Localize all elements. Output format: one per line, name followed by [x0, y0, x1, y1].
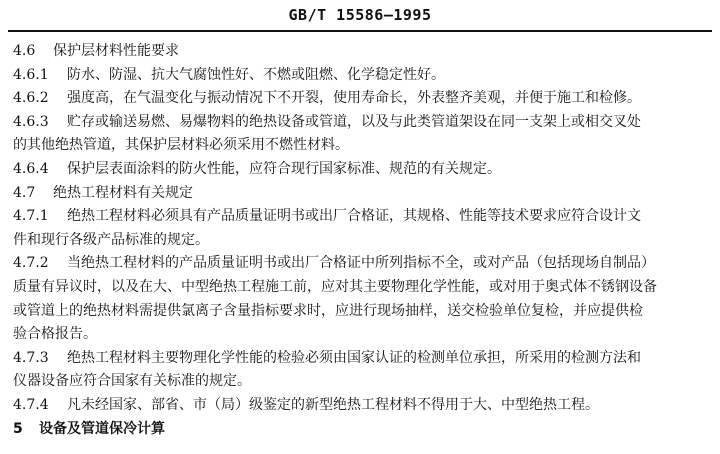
clause-4-7-2 [13, 252, 710, 276]
clause-4-6-1 [13, 64, 710, 88]
clause-text: 凡未经国家、部省、市（局）级鉴定的新型绝热工程材料不得用于大、中型绝热工程。 [67, 396, 599, 413]
clause-4-7-1-cont [13, 229, 710, 253]
clause-number: 4.6.3 [13, 113, 49, 130]
clause-number: 4.6.2 [13, 90, 49, 107]
clause-4-7-3-cont [13, 370, 710, 394]
clause-4-6-2 [13, 87, 710, 111]
clause-number: 4.6 [13, 43, 36, 59]
clause-4-7-4 [13, 394, 710, 418]
clause-text: 验合格报告。 [13, 326, 97, 343]
section-5-heading [13, 418, 710, 442]
header-rule [8, 30, 712, 32]
clause-text: 保护层表面涂料的防火性能，应符合现行国家标准、规范的有关规定。 [67, 160, 501, 177]
clause-number: 4.7.2 [13, 255, 49, 272]
clause-4-6-3 [13, 111, 710, 135]
section-number: 5 [13, 420, 23, 437]
clause-number: 4.6.4 [13, 160, 49, 177]
clause-text: 仪器设备应符合国家有关标准的规定。 [13, 373, 251, 390]
clause-text: 质量有异议时，以及在大、中型绝热工程施工前，应对其主要物理化学性能，或对用于奥式体不锈钢设备 [13, 278, 657, 295]
clause-number: 4.7.3 [13, 349, 49, 366]
clause-4-6-4 [13, 158, 710, 182]
section-title: 设备及管道保冷计算 [39, 420, 165, 437]
clause-text: 强度高，在气温变化与振动情况下不开裂，使用寿命长，外表整齐美观，并便于施工和检修。 [67, 90, 641, 107]
clause-4-7-1 [13, 205, 710, 229]
clause-4-7-2-cont [13, 323, 710, 347]
clause-text: 绝热工程材料主要物理化学性能的检验必须由国家认证的检测单位承担，所采用的检测方法和 [67, 349, 641, 366]
clause-4-6-3-cont [13, 134, 710, 158]
clause-text: 防水、防湿、抗大气腐蚀性好、不燃或阻燃、化学稳定性好。 [67, 66, 445, 83]
page-header: GB/T 15586—1995 [288, 6, 432, 24]
clause-text: 绝热工程材料必须具有产品质量证明书或出厂合格证，其规格、性能等技术要求应符合设计文 [67, 208, 641, 225]
clause-number: 4.6.1 [13, 66, 49, 83]
document-body [13, 40, 710, 441]
clause-4-7-3 [13, 347, 710, 371]
clause-text: 绝热工程材料有关规定 [53, 184, 193, 201]
clause-4-7-2-cont [13, 300, 710, 324]
clause-number: 4.7.1 [13, 208, 49, 225]
clause-text: 贮存或输送易燃、易爆物料的绝热设备或管道，以及与此类管道架设在同一支架上或相交叉处 [67, 113, 641, 130]
clause-text: 件和现行各级产品标准的规定。 [13, 231, 209, 248]
clause-text: 的其他绝热管道，其保护层材料必须采用不燃性材料。 [13, 137, 349, 154]
clause-4-7-2-cont [13, 276, 710, 300]
clause-number: 4.7 [13, 184, 36, 201]
clause-text: 或管道上的绝热材料需提供氯离子含量指标要求时，应进行现场抽样，送交检验单位复检，并应提供检 [13, 302, 643, 319]
clause-text: 当绝热工程材料的产品质量证明书或出厂合格证中所列指标不全，或对产品（包括现场自制品） [67, 255, 655, 272]
clause-text: 保护层材料性能要求 [53, 43, 179, 59]
clause-4-6 [13, 40, 710, 64]
clause-4-7 [13, 182, 710, 206]
clause-number: 4.7.4 [13, 396, 49, 413]
